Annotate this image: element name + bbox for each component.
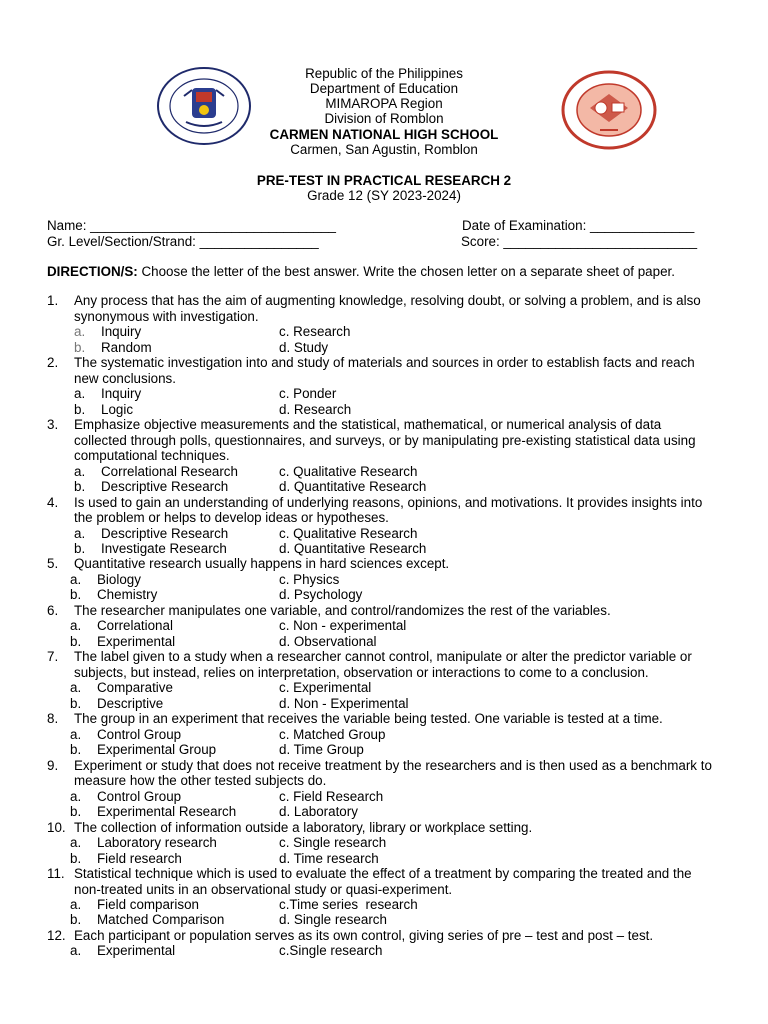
option-text: c.Single research <box>279 943 383 959</box>
question-list <box>47 293 717 959</box>
question-text: The collection of information outside a laboratory, library or workplace setting. <box>74 819 533 835</box>
option-text: Random <box>101 339 152 355</box>
header-address: Carmen, San Agustin, Romblon <box>290 142 478 157</box>
option-row <box>47 804 717 819</box>
question-text: The label given to a study when a researcher cannot control, manipulate or alter the predictor variable or subjects, but instead, relies on interpretation, observation or interactions to come to a conclusion. <box>74 649 692 680</box>
option-row <box>47 541 717 556</box>
option-letter: a. <box>70 897 82 913</box>
option-text: d. Quantitative Research <box>279 541 427 557</box>
option-text: d. Non - Experimental <box>279 695 409 711</box>
question-number: 12. <box>47 927 66 943</box>
option-row <box>47 324 717 339</box>
header-division: Division of Romblon <box>324 111 444 126</box>
option-letter: b. <box>70 695 82 711</box>
option-letter: b. <box>70 912 82 928</box>
question-text: The researcher manipulates one variable, and control/randomizes the rest of the variables. <box>74 602 611 618</box>
option-row <box>47 680 717 695</box>
directions-label: DIRECTION/S: <box>47 264 138 279</box>
option-text: Inquiry <box>101 386 142 402</box>
question-text: Statistical technique which is used to evaluate the effect of a treatment by comparing the treated and the non-treated units in an observational study or quasi-experiment. <box>74 865 692 897</box>
option-text: Control Group <box>97 726 182 742</box>
option-text: d. Psychology <box>279 587 363 603</box>
option-row <box>47 789 717 804</box>
option-row <box>47 479 717 494</box>
option-text: d. Time research <box>279 850 379 866</box>
option-text: Descriptive Research <box>101 479 229 495</box>
option-letter: a. <box>74 463 86 479</box>
option-text: c. Physics <box>279 572 340 588</box>
option-letter: a. <box>70 788 82 804</box>
question-item <box>47 928 717 959</box>
option-letter: a. <box>74 525 86 541</box>
option-row <box>47 835 717 850</box>
option-text: Experimental <box>97 943 176 959</box>
question-number: 4. <box>47 494 59 510</box>
option-row <box>47 618 717 633</box>
option-text: Descriptive Research <box>101 525 229 541</box>
question-number: 5. <box>47 556 59 572</box>
question-number: 1. <box>47 293 59 308</box>
option-text: c. Non - experimental <box>279 618 407 634</box>
option-text: Correlational <box>97 618 173 634</box>
date-field: Date of Examination: ______________ <box>462 218 695 233</box>
question-item <box>47 495 717 557</box>
option-text: Biology <box>97 572 141 588</box>
question-item <box>47 556 717 602</box>
option-letter: a. <box>74 324 86 340</box>
option-text: d. Single research <box>279 912 387 928</box>
question-item <box>47 866 717 928</box>
option-text: d. Observational <box>279 633 377 649</box>
option-text: Matched Comparison <box>97 912 225 928</box>
option-text: Comparative <box>97 680 173 696</box>
option-letter: b. <box>70 742 82 758</box>
option-letter: b. <box>70 587 82 603</box>
option-letter: b. <box>70 850 82 866</box>
option-row <box>47 464 717 479</box>
option-text: Investigate Research <box>101 541 227 557</box>
option-text: Experimental Group <box>97 742 217 758</box>
option-text: Descriptive <box>97 695 164 711</box>
option-row <box>47 851 717 866</box>
option-text: d. Laboratory <box>279 804 358 820</box>
question-text: Experiment or study that does not receive treatment by the researchers and is then used as a benchmark to measure how the other tested subjects do. <box>74 757 712 789</box>
option-letter: a. <box>70 726 82 742</box>
question-text: The group in an experiment that receives the variable being tested. One variable is tested at a time. <box>74 711 663 727</box>
question-number: 8. <box>47 711 59 727</box>
option-text: Field comparison <box>97 897 199 913</box>
option-letter: b. <box>74 339 86 355</box>
question-item <box>47 649 717 711</box>
header-region: MIMAROPA Region <box>325 96 443 111</box>
grade-level-field: Gr. Level/Section/Strand: ________________ <box>47 234 319 249</box>
question-number: 2. <box>47 354 59 370</box>
header-department: Department of Education <box>309 81 459 96</box>
option-row <box>47 634 717 649</box>
option-row <box>47 696 717 711</box>
option-text: Inquiry <box>101 324 142 340</box>
question-item <box>47 355 717 417</box>
option-text: c. Research <box>279 324 351 340</box>
question-item <box>47 820 717 866</box>
option-text: d. Research <box>279 401 352 417</box>
question-item <box>47 603 717 649</box>
option-row <box>47 386 717 401</box>
exam-title: PRE-TEST IN PRACTICAL RESEARCH 2 <box>256 173 512 188</box>
option-letter: a. <box>74 386 86 402</box>
question-number: 11. <box>47 865 65 881</box>
question-number: 9. <box>47 757 59 773</box>
question-item <box>47 758 717 820</box>
option-text: Logic <box>101 401 134 417</box>
option-letter: b. <box>74 541 86 557</box>
option-text: c. Field Research <box>279 788 384 804</box>
option-text: c. Qualitative Research <box>279 525 418 541</box>
option-letter: b. <box>70 633 82 649</box>
question-text: Emphasize objective measurements and the statistical, mathematical, or numerical analysis of data collected through polls, questionnaires, and surveys, or by manipulating pre-existing statistical data using computational techniques. <box>74 416 696 464</box>
option-row <box>47 742 717 757</box>
option-text: d. Quantitative Research <box>279 479 427 495</box>
question-text: Is used to gain an understanding of underlying reasons, opinions, and motivations. It provides insights into the problem or helps to develop ideas or hypotheses. <box>74 494 703 526</box>
question-number: 7. <box>47 649 59 665</box>
header-school-name: CARMEN NATIONAL HIGH SCHOOL <box>269 127 499 142</box>
option-text: Correlational Research <box>101 463 238 479</box>
option-letter: a. <box>70 680 82 696</box>
option-row <box>47 727 717 742</box>
option-row <box>47 402 717 417</box>
directions-text: Choose the letter of the best answer. Write the chosen letter on a separate sheet of paper. <box>137 264 675 279</box>
directions <box>47 264 737 280</box>
option-text: c. Ponder <box>279 386 337 402</box>
option-text: Control Group <box>97 788 182 804</box>
option-letter: a. <box>70 943 82 959</box>
question-item <box>47 711 717 757</box>
option-text: d. Time Group <box>279 742 364 758</box>
question-text: Each participant or population serves as its own control, giving series of pre – test and post – test. <box>74 927 654 943</box>
option-text: Experimental <box>97 633 176 649</box>
option-row <box>47 526 717 541</box>
name-field: Name: _________________________________ <box>47 218 336 233</box>
option-letter: a. <box>70 835 82 851</box>
option-text: c.Time series research <box>279 897 418 913</box>
header-republic: Republic of the Philippines <box>305 66 463 81</box>
question-item <box>47 417 717 495</box>
option-text: Field research <box>97 850 182 866</box>
option-letter: a. <box>70 572 82 588</box>
option-text: d. Study <box>279 339 329 355</box>
question-number: 3. <box>47 416 59 432</box>
option-row <box>47 572 717 587</box>
option-text: c. Single research <box>279 835 387 851</box>
option-text: Chemistry <box>97 587 158 603</box>
option-text: c. Qualitative Research <box>279 463 418 479</box>
exam-subtitle: Grade 12 (SY 2023-2024) <box>307 188 461 203</box>
question-text: Quantitative research usually happens in hard sciences except. <box>74 556 450 572</box>
option-text: c. Experimental <box>279 680 372 696</box>
option-letter: b. <box>74 479 86 495</box>
option-row <box>47 912 717 927</box>
option-text: Experimental Research <box>97 804 237 820</box>
option-row <box>47 587 717 602</box>
question-item <box>47 293 717 355</box>
question-number: 10. <box>47 819 66 835</box>
question-number: 6. <box>47 602 59 618</box>
option-row <box>47 943 717 958</box>
option-letter: b. <box>70 804 82 820</box>
option-text: Laboratory research <box>97 835 217 851</box>
score-field: Score: __________________________ <box>461 234 698 249</box>
option-letter: a. <box>70 618 82 634</box>
question-text: The systematic investigation into and study of materials and sources in order to establish facts and reach new conclusions. <box>74 354 695 386</box>
question-text: Any process that has the aim of augmenting knowledge, resolving doubt, or solving a problem, and is also synonymous with investigation. <box>74 293 701 324</box>
option-letter: b. <box>74 401 86 417</box>
option-row <box>47 340 717 355</box>
option-row <box>47 897 717 912</box>
option-text: c. Matched Group <box>279 726 386 742</box>
